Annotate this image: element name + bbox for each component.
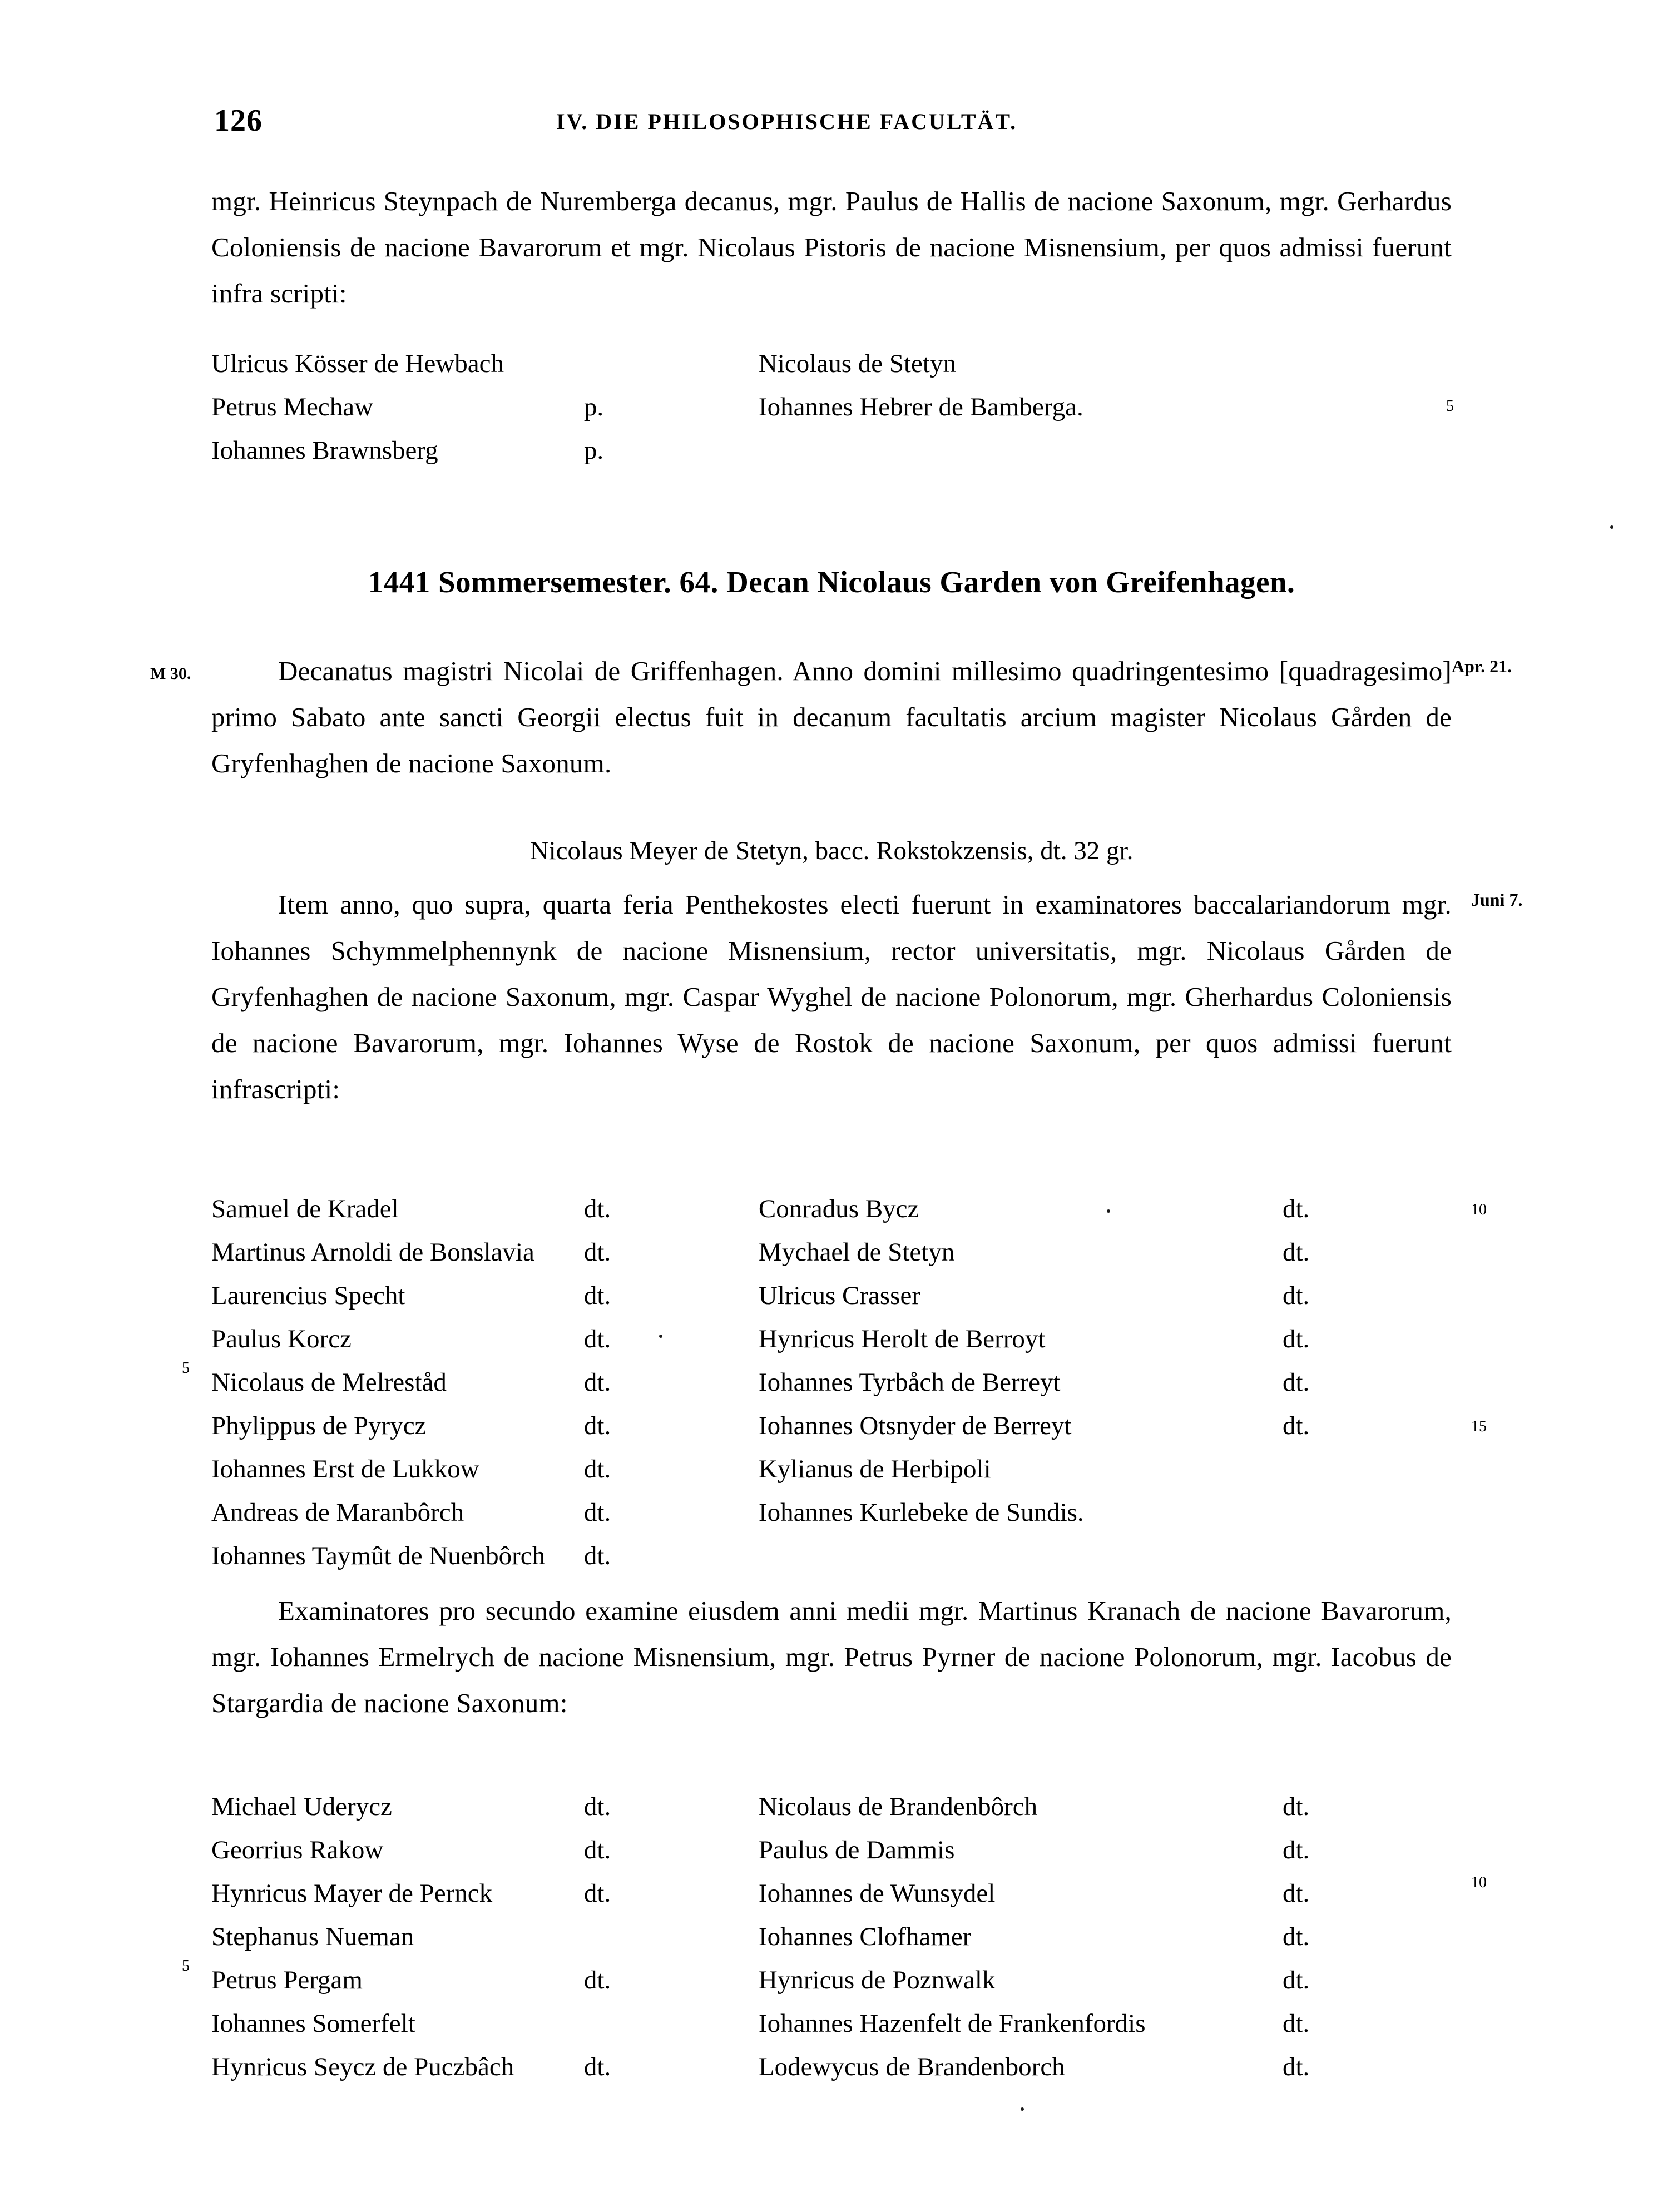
list-item-fee: dt.: [583, 1455, 611, 1484]
list-item-fee: dt.: [583, 1325, 611, 1353]
list-item-name: Iohannes Hebrer de Bamberga.: [758, 393, 1083, 421]
list-item-name: Phylippus de Pyrycz: [211, 1411, 427, 1440]
list-item-name: Petrus Pergam: [211, 1966, 363, 1995]
list-item-fee: [584, 2002, 759, 2045]
list-item-name: Hynricus Seycz de Puczbâch: [211, 2052, 514, 2081]
table-row: [211, 385, 1457, 429]
list-item-fee: dt.: [1282, 1325, 1310, 1353]
admitted-table-one: [211, 1187, 1457, 1578]
list-item-fee: dt.: [583, 1411, 611, 1440]
list-item-name: Georrius Rakow: [211, 1836, 384, 1864]
table-row: [211, 1958, 1457, 2002]
list-item-fee: dt.: [1282, 1879, 1310, 1908]
list-item-fee: dt.: [583, 1281, 611, 1310]
list-item-fee: [1283, 1491, 1457, 1534]
list-item-fee: dt.: [1282, 1368, 1310, 1397]
list-item-name: Samuel de Kradel: [211, 1194, 399, 1223]
item-anno-paragraph: Item anno, quo supra, quarta feria Penthekostes electi fuerunt in examinatores baccalariandorum mgr. Iohannes Schymmelphennynk de nacione Misnensium, rector universitatis, mgr. Nicolaus Gården de Gryfenhaghen de nacione Saxonum, mgr. Caspar Wyghel de nacione Polonorum, mgr. Gherhardus Coloniensis de nacione Bavarorum, mgr. Iohannes Wyse de Rostok de nacione Saxonum, per quos admissi fuerunt infrascripti:: [211, 889, 1452, 1104]
list-item-name: Paulus Korcz: [211, 1325, 352, 1353]
list-item-fee: dt.: [583, 1194, 611, 1223]
ink-speck: [659, 1335, 662, 1338]
table-row: [211, 429, 1457, 472]
list-item-fee: dt.: [583, 1879, 611, 1908]
list-item-name: Iohannes Tyrbåch de Berreyt: [758, 1368, 1061, 1397]
list-item-name: Paulus de Dammis: [758, 1836, 955, 1864]
list-item-fee: p.: [583, 393, 604, 421]
running-head: [0, 103, 1668, 142]
list-item-fee: dt.: [1282, 1281, 1310, 1310]
decanatus-paragraph: Decanatus magistri Nicolai de Griffenhagen. Anno domini millesimo quadringentesimo [quadragesimo] primo Sabato ante sancti Georgii electus fuit in decanum facultatis arcium magister Nicolaus Gården de Gryfenhaghen de nacione Saxonum.: [211, 656, 1452, 778]
margin-note-right: Apr. 21.: [1452, 656, 1512, 676]
running-head-title: IV. DIE PHILOSOPHISCHE FACULTÄT.: [556, 109, 1018, 134]
list-item-name: Hynricus Mayer de Pernck: [211, 1879, 493, 1908]
list-item-name: Iohannes Clofhamer: [758, 1922, 972, 1951]
table-row: [211, 2002, 1457, 2045]
list-item-fee: dt.: [1282, 1411, 1310, 1440]
examinatores-paragraph: Examinatores pro secundo examine eiusdem anni medii mgr. Martinus Kranach de nacione Bavarorum, mgr. Iohannes Ermelrych de nacione Misnensium, mgr. Petrus Pyrner de nacione Polonorum, mgr. Iacobus de Stargardia de nacione Saxonum:: [211, 1595, 1452, 1718]
list-item-fee: dt.: [1282, 1836, 1310, 1864]
list-item-name: Stephanus Nueman: [211, 1922, 414, 1951]
list-item-fee: dt.: [583, 1792, 611, 1821]
line-number-marker: 10: [1471, 1874, 1487, 1891]
list-item-name: Mychael de Stetyn: [758, 1238, 955, 1267]
table-row: [211, 1491, 1457, 1534]
line-number-marker: 10: [1471, 1201, 1487, 1218]
table-row: [211, 1187, 1457, 1231]
table-row: [211, 1317, 1457, 1361]
list-item-fee: p.: [583, 436, 604, 465]
list-item-name: Hynricus de Poznwalk: [758, 1966, 996, 1995]
table-row: [211, 2045, 1457, 2089]
table-row: [211, 1404, 1457, 1447]
list-item-fee: [584, 1915, 759, 1958]
ink-speck: [1021, 2107, 1024, 2111]
list-item-fee: dt.: [1282, 1792, 1310, 1821]
table-row: [211, 1361, 1457, 1404]
line-number-marker: 5: [182, 1360, 190, 1377]
list-item-name: [759, 1534, 1283, 1578]
table-row: [211, 1534, 1457, 1578]
list-item-name: Ulricus Crasser: [758, 1281, 920, 1310]
section-heading: 1441 Sommersemester. 64. Decan Nicolaus Garden von Greifenhagen.: [368, 565, 1295, 599]
list-item-fee: dt.: [1282, 1238, 1310, 1267]
list-item-fee: dt.: [1282, 2009, 1310, 2038]
list-item-fee: dt.: [1282, 2052, 1310, 2081]
list-item-fee: dt.: [583, 1966, 611, 1995]
ink-speck: [1610, 525, 1613, 529]
list-item-name: Nicolaus de Brandenbôrch: [758, 1792, 1038, 1821]
list-item-fee: dt.: [1282, 1966, 1310, 1995]
list-item-name: Nicolaus de Stetyn: [758, 349, 956, 378]
table-row: [211, 1274, 1457, 1317]
table-row: [211, 1785, 1457, 1828]
list-item-name: Andreas de Maranbôrch: [211, 1498, 464, 1527]
list-item-name: Michael Uderycz: [211, 1792, 392, 1821]
table-row: [211, 1915, 1457, 1958]
table-row: [211, 1447, 1457, 1491]
list-item-name: Iohannes Somerfelt: [211, 2009, 415, 2038]
list-item-name: Laurencius Specht: [211, 1281, 405, 1310]
list-item-name: Iohannes Erst de Lukkow: [211, 1455, 479, 1484]
admitted-table-two: [211, 1785, 1457, 2089]
intro-name-table: [211, 342, 1457, 472]
list-item-fee: [1283, 342, 1457, 385]
line-number-marker: 15: [1471, 1418, 1487, 1435]
list-item-name: Iohannes Taymût de Nuenbôrch: [211, 1541, 546, 1570]
list-item-name: Petrus Mechaw: [211, 393, 374, 421]
list-item-name: Martinus Arnoldi de Bonslavia: [211, 1238, 534, 1267]
list-item-name: [759, 429, 1283, 472]
decanatus-block: [211, 648, 1452, 786]
list-item-fee: [1283, 1447, 1457, 1491]
list-item-name: Iohannes Brawnsberg: [211, 436, 438, 465]
list-item-fee: dt.: [583, 1368, 611, 1397]
list-item-name: Nicolaus de Melreståd: [211, 1368, 447, 1397]
list-item-name: Conradus Bycz: [758, 1194, 919, 1223]
list-item-name: Ulricus Kösser de Hewbach: [211, 349, 504, 378]
list-item-fee: dt.: [1282, 1194, 1310, 1223]
list-item-name: Iohannes Kurlebeke de Sundis.: [758, 1498, 1084, 1527]
list-item-fee: dt.: [583, 1238, 611, 1267]
list-item-fee: [1283, 385, 1457, 429]
list-item-fee: dt.: [583, 2052, 611, 2081]
list-item-fee: dt.: [583, 1541, 611, 1570]
margin-note-right: Juni 7.: [1471, 890, 1523, 910]
baccalaureus-line: Nicolaus Meyer de Stetyn, bacc. Rokstokzensis, dt. 32 gr.: [529, 836, 1134, 865]
list-item-name: Kylianus de Herbipoli: [758, 1455, 991, 1484]
list-item-fee: [1283, 429, 1457, 472]
list-item-name: Lodewycus de Brandenborch: [758, 2052, 1065, 2081]
table-row: [211, 1231, 1457, 1274]
page-number: 126: [214, 103, 263, 138]
table-row: [211, 1872, 1457, 1915]
list-item-name: Iohannes Otsnyder de Berreyt: [758, 1411, 1072, 1440]
list-item-fee: dt.: [1282, 1922, 1310, 1951]
line-number-marker: 5: [1446, 398, 1454, 415]
list-item-fee: dt.: [583, 1498, 611, 1527]
table-row: [211, 342, 1457, 385]
examinatores-block: [211, 1588, 1452, 1726]
list-item-name: Hynricus Herolt de Berroyt: [758, 1325, 1046, 1353]
intro-paragraph: mgr. Heinricus Steynpach de Nuremberga decanus, mgr. Paulus de Hallis de nacione Saxonum, mgr. Gerhardus Coloniensis de nacione Bavarorum et mgr. Nicolaus Pistoris de nacione Misnensium, per quos admissi fuerunt infra scripti:: [211, 186, 1452, 309]
list-item-fee: dt.: [583, 1836, 611, 1864]
line-number-marker: 5: [182, 1957, 190, 1975]
list-item-fee: [584, 342, 759, 385]
list-item-name: Iohannes de Wunsydel: [758, 1879, 996, 1908]
list-item-name: Iohannes Hazenfelt de Frankenfordis: [758, 2009, 1146, 2038]
item-anno-block: [211, 881, 1452, 1112]
margin-note-left: M 30.: [150, 664, 191, 683]
list-item-fee: [1283, 1534, 1457, 1578]
intro-paragraph-block: [211, 178, 1452, 316]
table-row: [211, 1828, 1457, 1872]
ink-speck: [1107, 1209, 1110, 1213]
